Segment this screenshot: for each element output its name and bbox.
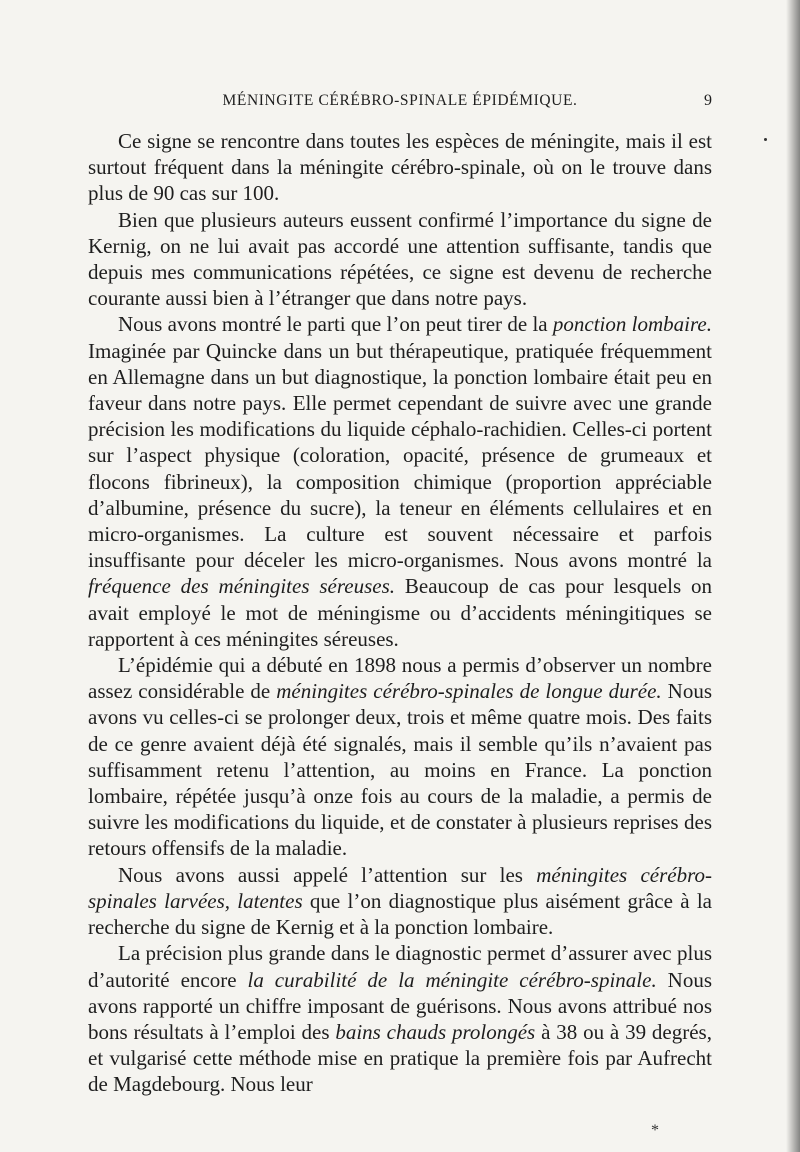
paragraph-6-text-middle: Nous avons rapporté un chiffre imposant de guérisons. Nous avons attribué nos bons résultats à l’emploi des bbox=[88, 967, 712, 1044]
paragraph-3-italic-1: ponction lombaire. bbox=[552, 312, 712, 337]
body-text bbox=[88, 128, 712, 1098]
paragraph-6-italic-1: la curabilité de la méningite cérébro-spinale. bbox=[247, 967, 657, 992]
running-title: MÉNINGITE CÉRÉBRO-SPINALE ÉPIDÉMIQUE. bbox=[222, 92, 578, 109]
paragraph-4-text-before: L’épidémie qui a débuté en 1898 nous a permis d’observer un nombre assez considérable de bbox=[88, 653, 712, 704]
paragraph-6-text-after: à 38 ou à 39 degrés, et vulgarisé cette méthode mise en pratique la première fois par Aufrecht de Magdebourg. Nous leur bbox=[88, 1019, 712, 1097]
page-header bbox=[88, 92, 712, 116]
paragraph-3-text-after: Beaucoup de cas pour lesquels on avait employé le mot de méningisme ou d’accidents méningitiques se rapportent à ces méningites séreuses. bbox=[88, 574, 712, 651]
page-edge-shadow bbox=[786, 0, 800, 1152]
paragraph-4-text-after: Nous avons vu celles-ci se prolonger deux, trois et même quatre mois. Des faits de ce genre avaient déjà été signalés, mais il semble qu’ils n’avaient pas suffisamment retenu l’attention, au moins en France. La ponction lombaire, répétée jusqu’à onze fois au cours de la maladie, a permis de suivre les modifications du liquide, et de constater à plusieurs reprises des retours offensifs de la maladie. bbox=[88, 679, 712, 861]
paragraph-2 bbox=[88, 207, 712, 312]
page-number: 9 bbox=[704, 92, 712, 109]
paragraph-3-text-middle: Imaginée par Quincke dans un but thérapeutique, pratiquée fréquemment en Allemagne dans un but diagnostique, la ponction lombaire était peu en faveur dans notre pays. Elle permet cependant de suivre avec une grande précision les modifications du liquide céphalo-rachidien. Celles-ci portent sur l’aspect physique (coloration, opacité, présence de grumeaux et flocons fibrineux), la composition chimique (proportion appréciable d’albumine, présence du sucre), la teneur en éléments cellulaires et en micro-organismes. La culture est souvent nécessaire et parfois insuffisante pour déceler les micro-organismes. Nous avons montré la bbox=[88, 338, 712, 573]
signature-mark: * bbox=[651, 1122, 659, 1139]
paragraph-3-text-before: Nous avons montré le parti que l’on peut tirer de la bbox=[118, 312, 553, 337]
paragraph-3 bbox=[88, 311, 712, 652]
paragraph-6-italic-2: bains chauds prolongés bbox=[335, 1019, 536, 1044]
paragraph-1 bbox=[88, 128, 712, 207]
paragraph-5 bbox=[88, 862, 712, 941]
paragraph-5-text-after: que l’on diagnostique plus aisément grâce à la recherche du signe de Kernig et à la ponction lombaire. bbox=[88, 888, 712, 940]
paragraph-2-text: Bien que plusieurs auteurs eussent confirmé l’importance du signe de Kernig, on ne lui avait pas accordé une attention suffisante, tandis que depuis mes communications répétées, ce signe est devenu de recherche courante aussi bien à l’étranger que dans notre pays. bbox=[88, 207, 712, 311]
paragraph-5-italic-1: méningites cérébro-spinales larvées, latentes bbox=[88, 862, 712, 913]
paragraph-6 bbox=[88, 940, 712, 1097]
paragraph-4-italic-1: méningites cérébro-spinales de longue durée. bbox=[276, 679, 662, 704]
paragraph-3-italic-2: fréquence des méningites séreuses. bbox=[88, 574, 396, 599]
paragraph-6-text-before: La précision plus grande dans le diagnostic permet d’assurer avec plus d’autorité encore bbox=[88, 941, 712, 992]
speck-mark bbox=[764, 138, 767, 141]
paragraph-4 bbox=[88, 652, 712, 862]
paragraph-1-text: Ce signe se rencontre dans toutes les espèces de méningite, mais il est surtout fréquent dans la méningite cérébro-spinale, où on le trouve dans plus de 90 cas sur 100. bbox=[88, 129, 712, 206]
paragraph-5-text-before: Nous avons aussi appelé l’attention sur les bbox=[118, 862, 537, 887]
